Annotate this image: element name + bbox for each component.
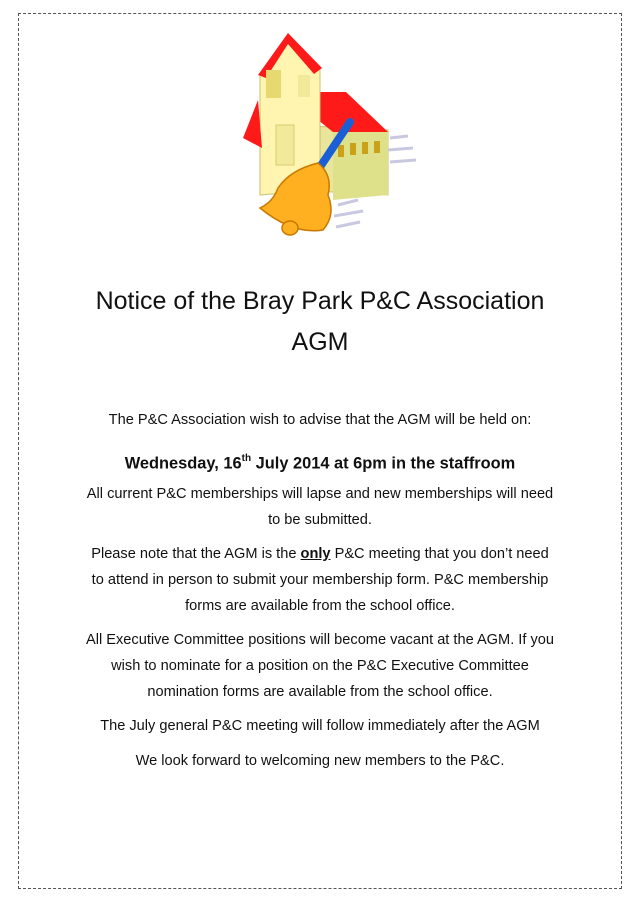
notice-title-agm: AGM — [291, 328, 349, 356]
meeting-date: Wednesday, 16th July 2014 at 6pm in the staffroom — [124, 453, 516, 473]
intro-text: The P&C Association wish to advise that the AGM will be held on: — [108, 412, 532, 428]
closing-text: We look forward to welcoming new members to the P&C. — [135, 753, 505, 769]
general-meeting-text: The July general P&C meeting will follow immediately after the AGM — [100, 718, 540, 734]
memberships-paragraph: All current P&C memberships will lapse and new memberships will need to be submitted. — [86, 486, 554, 528]
membership-note-paragraph: Please note that the AGM is the only P&C meeting that you don’t need to attend in person to submit your membership form. P&C membership forms are available from the school office. — [91, 546, 549, 614]
committee-paragraph: All Executive Committee positions will become vacant at the AGM. If you wish to nominate for a position on the P&C Executive Committee nomination forms are available from the school office. — [85, 632, 554, 700]
school-bell-icon — [238, 30, 428, 245]
notice-title: Notice of the Bray Park P&C Association — [95, 287, 545, 315]
